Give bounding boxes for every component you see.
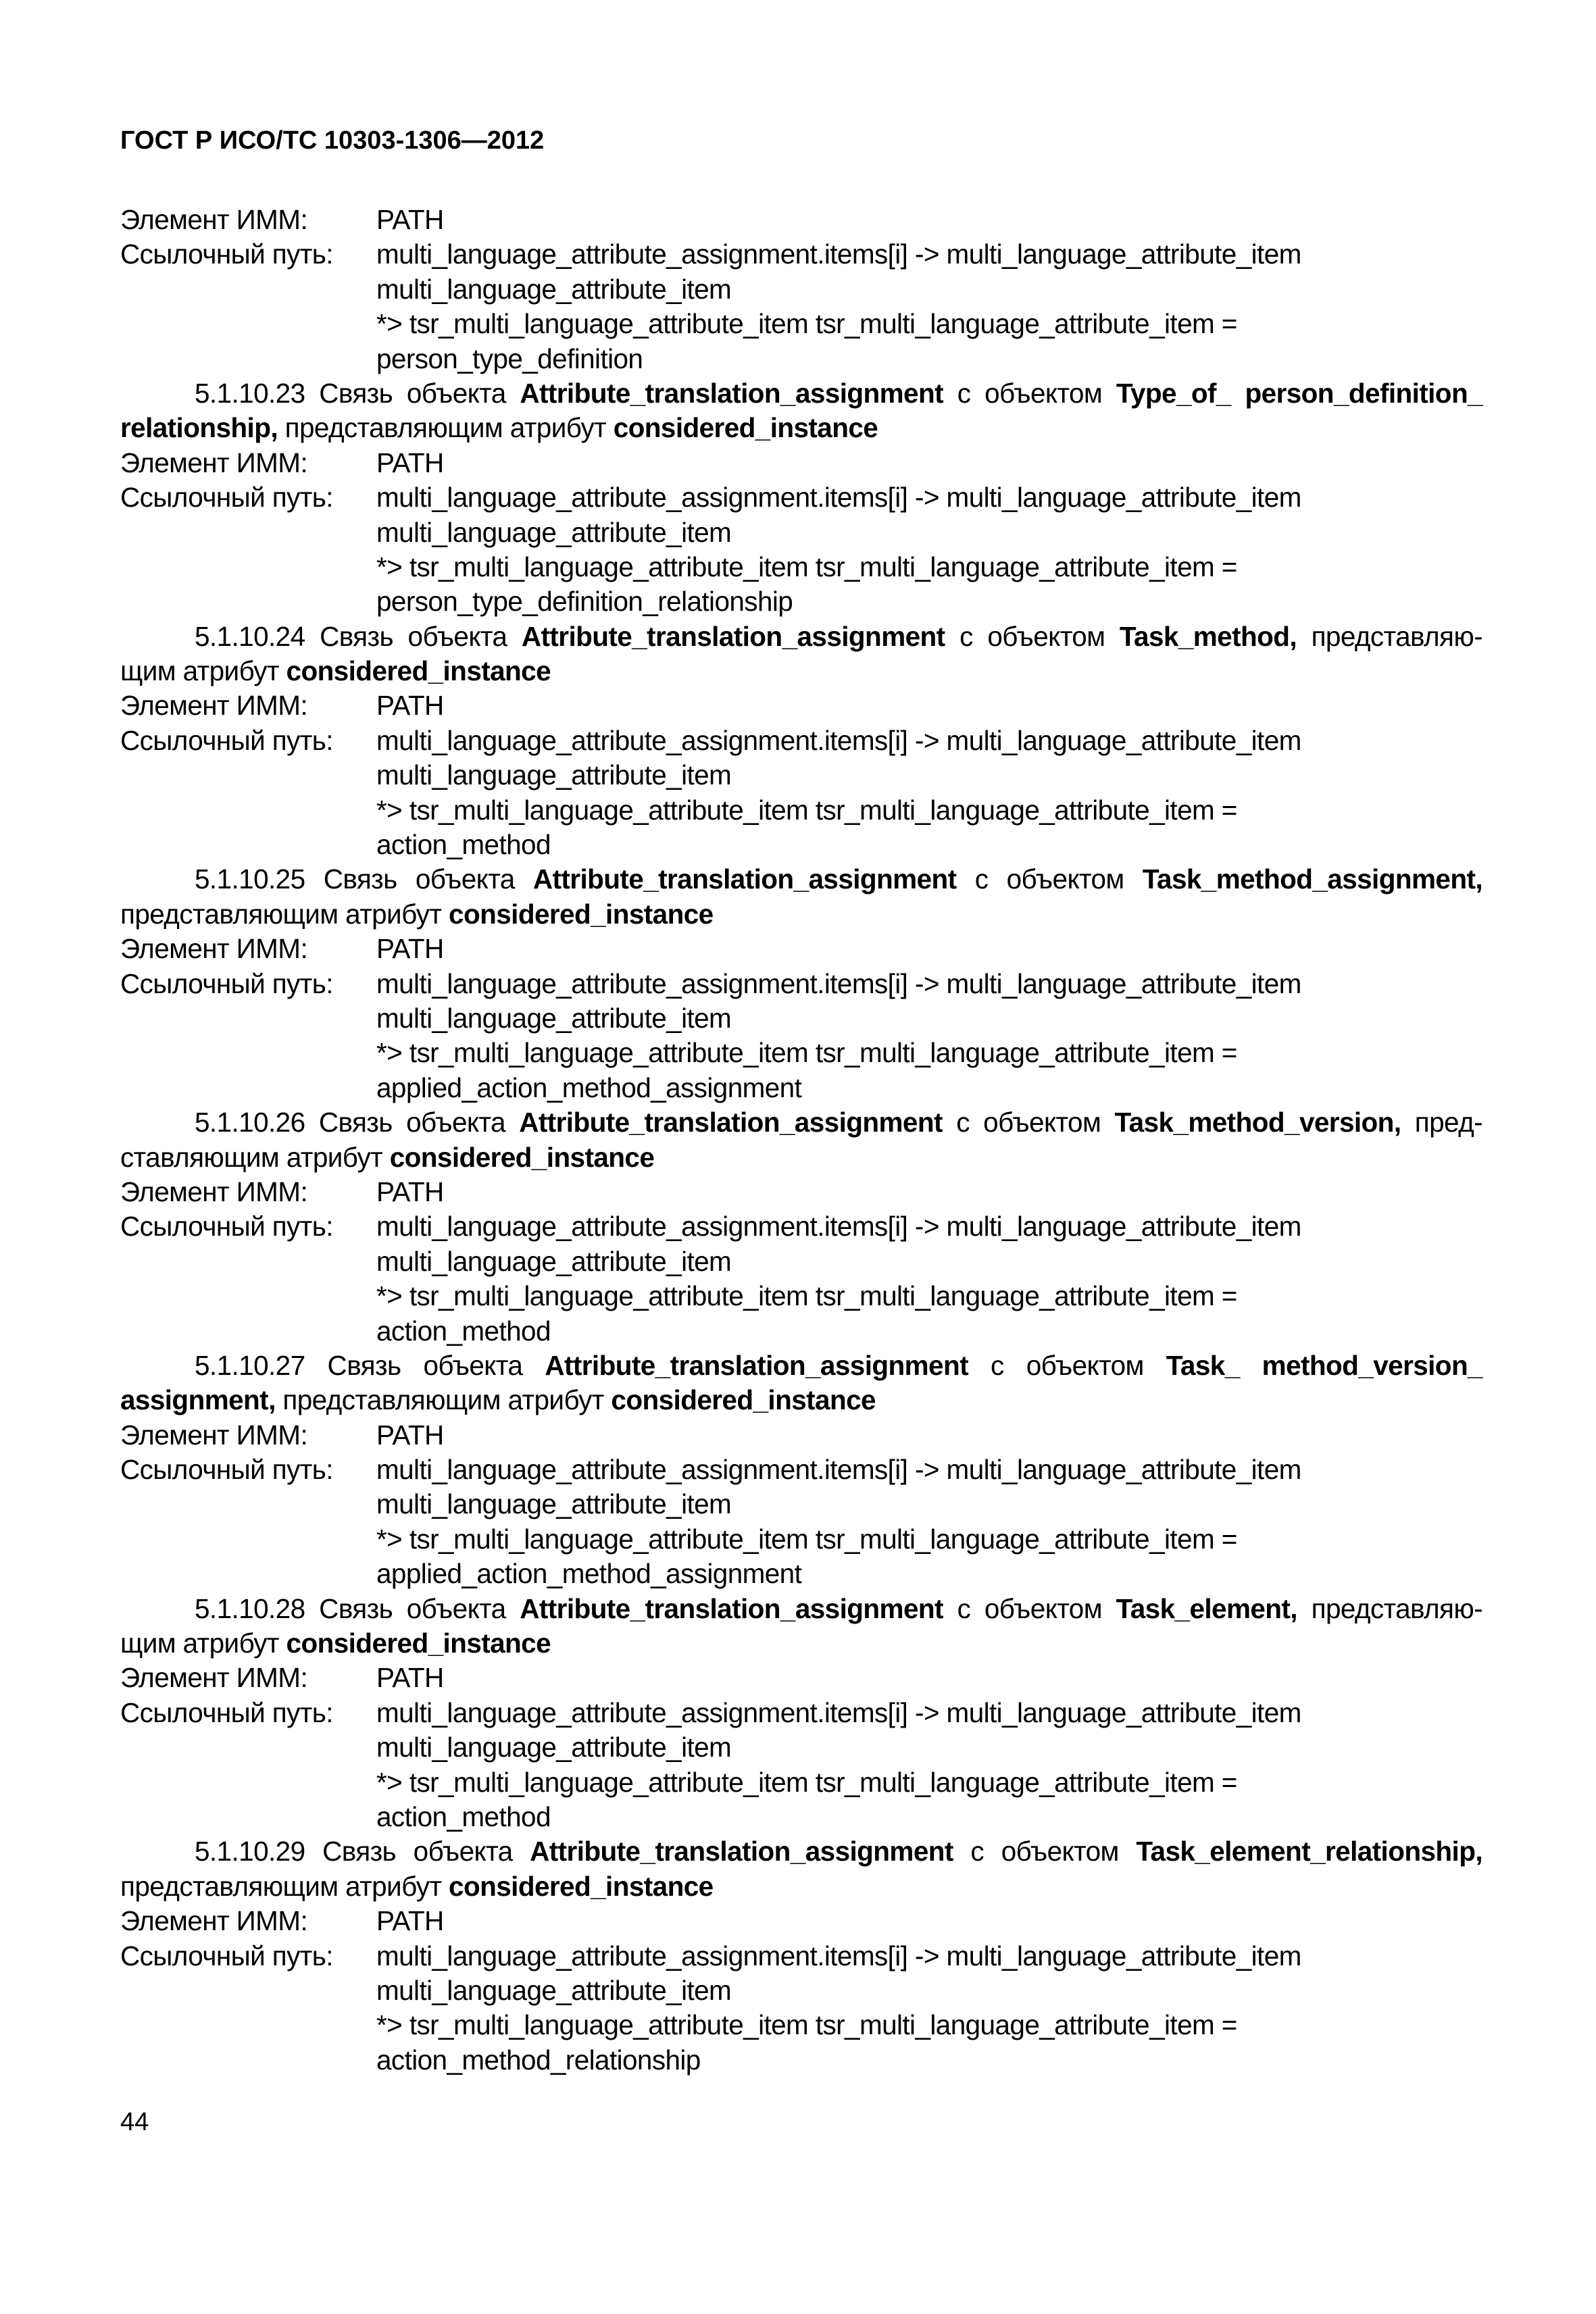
- target-entity: Task_method,: [1119, 620, 1297, 652]
- reference-path-label: Ссылочный путь:: [120, 238, 333, 270]
- element-value: PATH: [376, 447, 444, 478]
- path-line: multi_language_attribute_assignment.items[i] -> multi_language_attribute_item: [376, 1211, 1301, 1242]
- reference-path-row: [120, 724, 1482, 758]
- element-row: [120, 932, 1482, 966]
- clause-number: 5.1.10.27: [195, 1349, 305, 1381]
- clause-5-1-10-29: [120, 1834, 1482, 2078]
- path-line: *> tsr_multi_language_attribute_item tsr_multi_language_attribute_item =: [376, 1766, 1237, 1798]
- clause-number: 5.1.10.25: [195, 863, 305, 895]
- element-value: PATH: [376, 1419, 444, 1451]
- element-label: Элемент ИММ:: [120, 1176, 308, 1207]
- path-line: *> tsr_multi_language_attribute_item tsr_multi_language_attribute_item =: [376, 1280, 1237, 1312]
- element-value: PATH: [376, 1905, 444, 1937]
- entity-name: Attribute_translation_assignment: [521, 620, 945, 652]
- path-line: person_type_definition: [376, 343, 643, 374]
- path-line: action_method: [376, 829, 551, 861]
- reference-path-row: [120, 1453, 1482, 1487]
- target-entity: Type_of_ person_definition_: [1116, 377, 1483, 409]
- clause-heading-continued: ставляющим атрибут considered_instance: [120, 1141, 655, 1173]
- target-entity: Task_method_version,: [1114, 1107, 1401, 1138]
- path-line: multi_language_attribute_assignment.items[i] -> multi_language_attribute_item: [376, 1454, 1301, 1486]
- entity-name: Attribute_translation_assignment: [530, 1836, 953, 1867]
- attribute-name: considered_instance: [611, 1384, 876, 1416]
- reference-path-row: [120, 1696, 1482, 1730]
- element-label: Элемент ИММ:: [120, 933, 308, 965]
- reference-path-label: Ссылочный путь:: [120, 1696, 333, 1728]
- clause-heading-continued: щим атрибут considered_instance: [120, 1628, 551, 1659]
- path-line: multi_language_attribute_assignment.items[i] -> multi_language_attribute_item: [376, 482, 1301, 513]
- clause-number: 5.1.10.28: [195, 1592, 305, 1624]
- element-row: [120, 1175, 1482, 1209]
- element-label: Элемент ИММ:: [120, 447, 308, 478]
- element-label: Элемент ИММ:: [120, 1419, 308, 1451]
- element-value: PATH: [376, 204, 444, 235]
- path-line: *> tsr_multi_language_attribute_item tsr_multi_language_attribute_item =: [376, 308, 1237, 340]
- path-line: multi_language_attribute_item: [376, 1974, 732, 2006]
- path-line: action_method: [376, 1315, 551, 1347]
- entity-name: Attribute_translation_assignment: [545, 1349, 968, 1381]
- entity-name: Attribute_translation_assignment: [532, 863, 957, 895]
- element-value: PATH: [376, 690, 444, 722]
- clause-heading: 5.1.10.24 Связь объекта Attribute_translation_assignment с объектом Task_method, представляю-: [195, 620, 1482, 652]
- standard-designation: ГОСТ Р ИСО/ТС 10303-1306—2012: [120, 126, 545, 155]
- element-value: PATH: [376, 933, 444, 965]
- path-line: multi_language_attribute_assignment.items[i] -> multi_language_attribute_item: [376, 724, 1301, 756]
- clause-number: 5.1.10.23: [195, 377, 305, 409]
- reference-path-label: Ссылочный путь:: [120, 724, 333, 756]
- clause-heading-continued: представляющим атрибут considered_instance: [120, 898, 714, 930]
- attribute-name: considered_instance: [449, 1870, 714, 1902]
- entity-name: Attribute_translation_assignment: [519, 1107, 943, 1138]
- clause-heading: 5.1.10.25 Связь объекта Attribute_translation_assignment с объектом Task_method_assignment,: [195, 863, 1482, 895]
- target-entity: Task_element_relationship,: [1136, 1836, 1482, 1867]
- path-line: *> tsr_multi_language_attribute_item tsr_multi_language_attribute_item =: [376, 2009, 1237, 2041]
- element-row: [120, 1904, 1482, 1938]
- element-label: Элемент ИММ:: [120, 690, 308, 722]
- path-line: multi_language_attribute_item: [376, 1732, 732, 1763]
- clause-number: 5.1.10.26: [195, 1107, 305, 1138]
- clause-heading: 5.1.10.29 Связь объекта Attribute_translation_assignment с объектом Task_element_relationship,: [195, 1836, 1482, 1867]
- path-line: multi_language_attribute_item: [376, 759, 732, 791]
- path-line: multi_language_attribute_item: [376, 516, 732, 548]
- entity-name: Attribute_translation_assignment: [520, 1592, 943, 1624]
- clause-5-1-10-24: [120, 620, 1482, 863]
- attribute-name: considered_instance: [286, 655, 551, 687]
- clause-heading: 5.1.10.26 Связь объекта Attribute_translation_assignment с объектом Task_method_version, пред-: [195, 1107, 1482, 1138]
- reference-path-row: [120, 1939, 1482, 1973]
- path-line: applied_action_method_assignment: [376, 1558, 802, 1590]
- document-body: [120, 203, 1482, 2078]
- reference-path-label: Ссылочный путь:: [120, 967, 333, 999]
- clause-heading-continued: щим атрибут considered_instance: [120, 655, 551, 687]
- reference-path-label: Ссылочный путь:: [120, 1454, 333, 1486]
- reference-path-row: [120, 1209, 1482, 1244]
- path-line: *> tsr_multi_language_attribute_item tsr_multi_language_attribute_item =: [376, 1037, 1237, 1069]
- reference-path-label: Ссылочный путь:: [120, 1211, 333, 1242]
- path-line: person_type_definition_relationship: [376, 586, 793, 618]
- element-label: Элемент ИММ:: [120, 1905, 308, 1937]
- reference-path-label: Ссылочный путь:: [120, 482, 333, 513]
- element-row: [120, 1661, 1482, 1695]
- path-line: multi_language_attribute_item: [376, 1245, 732, 1277]
- attribute-name: considered_instance: [613, 412, 878, 444]
- reference-path-row: [120, 480, 1482, 515]
- path-line: *> tsr_multi_language_attribute_item tsr_multi_language_attribute_item =: [376, 1523, 1237, 1555]
- clause-5-1-10-27: [120, 1349, 1482, 1592]
- element-row: [120, 446, 1482, 480]
- element-label: Элемент ИММ:: [120, 204, 308, 235]
- clause-number: 5.1.10.29: [195, 1836, 305, 1867]
- clause-heading: 5.1.10.28 Связь объекта Attribute_translation_assignment с объектом Task_element, представляю-: [195, 1592, 1483, 1624]
- clause-5-1-10-28: [120, 1592, 1482, 1835]
- path-line: action_method: [376, 1801, 551, 1832]
- path-line: multi_language_attribute_item: [376, 273, 732, 305]
- clause-5-1-10-23: [120, 376, 1482, 620]
- target-entity: relationship,: [120, 412, 278, 444]
- clause-5-1-10-25: [120, 862, 1482, 1105]
- clause-number: 5.1.10.24: [195, 620, 305, 652]
- reference-path-row: [120, 967, 1482, 1001]
- entity-name: Attribute_translation_assignment: [520, 377, 944, 409]
- clause-heading-continued: assignment, представляющим атрибут considered_instance: [120, 1384, 876, 1416]
- reference-path-label: Ссылочный путь:: [120, 1940, 333, 1971]
- intro-block: [120, 203, 1482, 376]
- clause-heading-continued: представляющим атрибут considered_instance: [120, 1870, 714, 1902]
- path-line: multi_language_attribute_assignment.items[i] -> multi_language_attribute_item: [376, 967, 1301, 999]
- reference-path-row: [120, 237, 1482, 272]
- attribute-name: considered_instance: [389, 1141, 655, 1173]
- clause-heading-continued: relationship, представляющим атрибут considered_instance: [120, 412, 878, 444]
- path-line: multi_language_attribute_assignment.items[i] -> multi_language_attribute_item: [376, 1940, 1301, 1971]
- path-line: *> tsr_multi_language_attribute_item tsr_multi_language_attribute_item =: [376, 794, 1237, 826]
- attribute-name: considered_instance: [286, 1628, 551, 1659]
- clause-heading: 5.1.10.23 Связь объекта Attribute_translation_assignment с объектом Type_of_ person_definition_: [195, 377, 1483, 409]
- clause-heading: 5.1.10.27 Связь объекта Attribute_translation_assignment с объектом Task_ method_version_: [195, 1349, 1483, 1381]
- element-row: [120, 688, 1482, 723]
- target-entity: assignment,: [120, 1384, 276, 1416]
- path-line: multi_language_attribute_item: [376, 1488, 732, 1520]
- element-label: Элемент ИММ:: [120, 1662, 308, 1694]
- path-line: *> tsr_multi_language_attribute_item tsr_multi_language_attribute_item =: [376, 551, 1237, 582]
- attribute-name: considered_instance: [449, 898, 714, 930]
- page-number: 44: [120, 2108, 149, 2136]
- path-line: multi_language_attribute_assignment.items[i] -> multi_language_attribute_item: [376, 238, 1301, 270]
- clause-5-1-10-26: [120, 1105, 1482, 1349]
- path-line: applied_action_method_assignment: [376, 1072, 802, 1103]
- target-entity: Task_ method_version_: [1166, 1349, 1483, 1381]
- path-line: action_method_relationship: [376, 2044, 701, 2076]
- target-entity: Task_method_assignment,: [1142, 863, 1482, 895]
- element-row: [120, 1418, 1482, 1453]
- path-line: multi_language_attribute_item: [376, 1002, 732, 1034]
- element-value: PATH: [376, 1176, 444, 1207]
- path-line: multi_language_attribute_assignment.items[i] -> multi_language_attribute_item: [376, 1696, 1301, 1728]
- element-value: PATH: [376, 1662, 444, 1694]
- target-entity: Task_element,: [1116, 1592, 1297, 1624]
- element-row: [120, 203, 1482, 237]
